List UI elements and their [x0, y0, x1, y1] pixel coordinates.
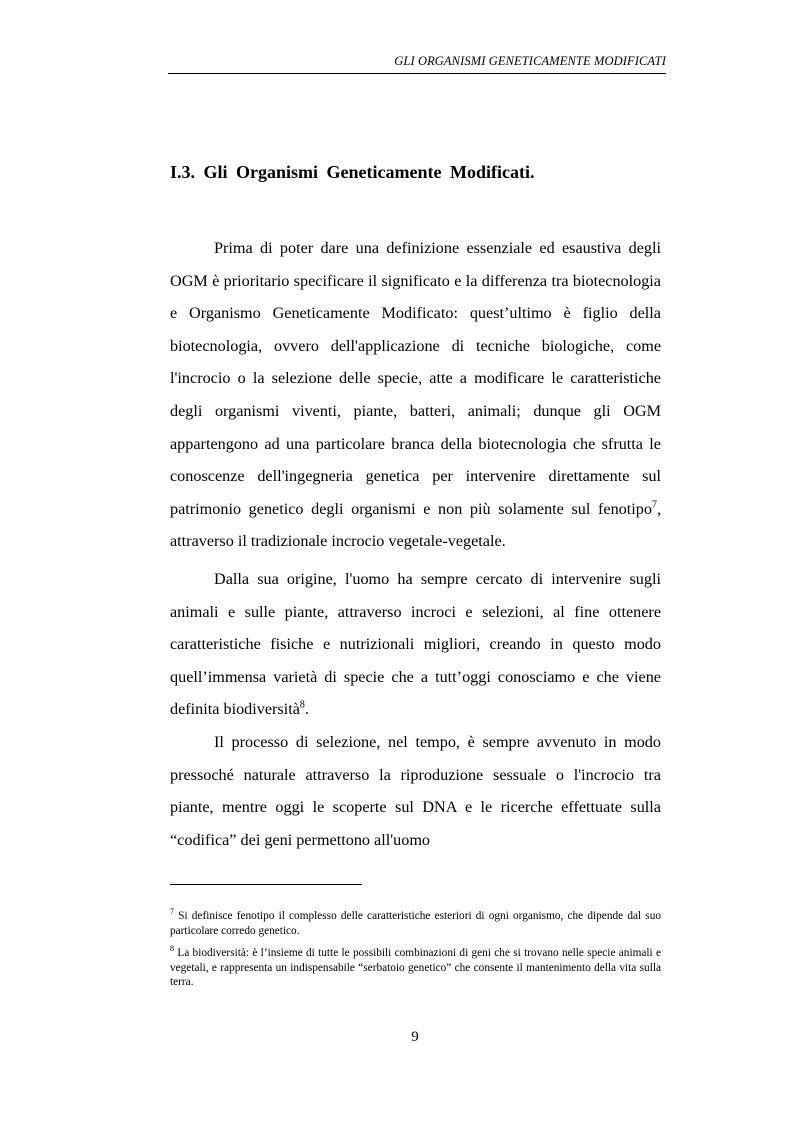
- page-number: 9: [411, 1029, 419, 1045]
- section-title: I.3. Gli Organismi Geneticamente Modificati.: [170, 162, 535, 182]
- paragraph-2-text-after: .: [304, 700, 309, 719]
- footnote-separator: [170, 884, 362, 885]
- running-header: GLI ORGANISMI GENETICAMENTE MODIFICATI: [394, 54, 666, 68]
- footnote-7-text: Si definisce fenotipo il complesso delle caratteristiche esteriori di ogni organismo, che dipende dal suo particolare corredo genetico.: [170, 910, 661, 937]
- footnote-ref-8: 8: [299, 699, 305, 711]
- paragraph-2: [170, 563, 661, 726]
- footnote-7: [170, 909, 661, 938]
- paragraph-1: [170, 232, 661, 558]
- footnote-ref-7: 7: [651, 499, 657, 511]
- header-rule: [168, 73, 666, 74]
- paragraph-1-text: Prima di poter dare una definizione essenziale ed esaustiva degli OGM è prioritario specificare il significato e la differenza tra biotecnologia e Organismo Geneticamente Modificato: quest’ultimo è figlio della biotecnologia, ovvero dell'applicazione di tecniche biologiche, come l'incrocio o la selezione delle specie, atte a modificare le caratteristiche degli organismi viventi, piante, batteri, animali; dunque gli OGM appartengono ad una particolare branca della biotecnologia che sfrutta le conoscenze dell'ingegneria genetica per intervenire direttamente sul patrimonio genetico degli organismi e non più solamente sul fenotipo: [170, 239, 661, 518]
- footnote-8: [170, 946, 661, 990]
- footnote-number: 8: [170, 944, 174, 954]
- footnote-8-text: La biodiversità: è l’insieme di tutte le possibili combinazioni di geni che si trovano nelle specie animali e vegetali, e rappresenta un indispensabile “serbatoio genetico” che consente il mantenimento della vita sulla terra.: [170, 947, 661, 988]
- paragraph-3-text: Il processo di selezione, nel tempo, è sempre avvenuto in modo pressoché naturale attraverso la riproduzione sessuale o l'incrocio tra piante, mentre oggi le scoperte sul DNA e le ricerche effettuate sulla “codifica” dei geni permettono all'uomo: [170, 733, 661, 849]
- paragraph-3: [170, 726, 661, 856]
- footnote-number: 7: [170, 907, 174, 917]
- paragraph-2-text: Dalla sua origine, l'uomo ha sempre cercato di intervenire sugli animali e sulle piante, attraverso incroci e selezioni, al fine ottenere caratteristiche fisiche e nutrizionali migliori, creando in questo modo quell’immensa varietà di specie che a tutt’oggi conosciamo e che viene definita biodiversità: [170, 570, 661, 719]
- paragraph-1-text-after: , attraverso il tradizionale incrocio vegetale-vegetale.: [170, 499, 661, 551]
